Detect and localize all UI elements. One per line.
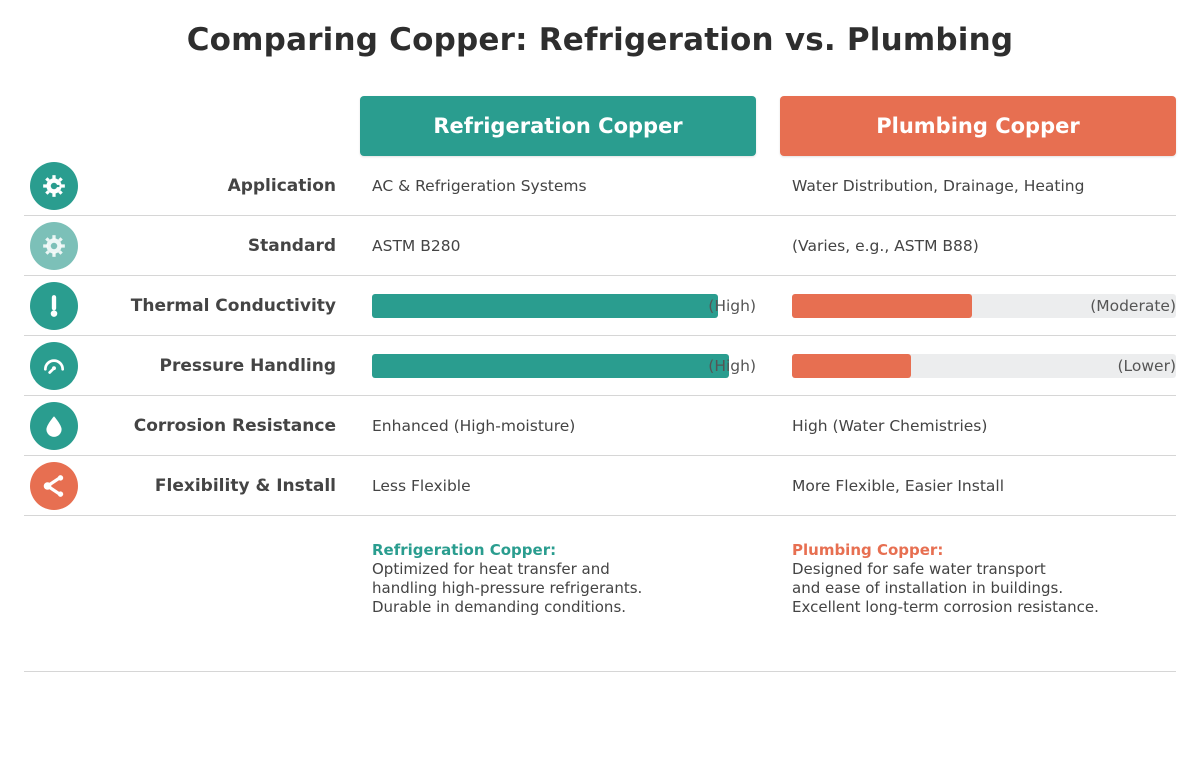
refrigeration-value: ASTM B280 [372, 236, 461, 255]
plumbing-value: More Flexible, Easier Install [792, 476, 1005, 495]
summary-title: Plumbing Copper: [792, 541, 944, 559]
summary-line: and ease of installation in buildings. [792, 579, 1064, 597]
thermometer-icon-glyph [41, 293, 67, 319]
summary-line: Durable in demanding conditions. [372, 598, 627, 616]
bar-fill [372, 354, 729, 378]
page-title: Comparing Copper: Refrigeration vs. Plumbing [186, 22, 1014, 58]
share-icon-glyph [41, 473, 67, 499]
row-label: Flexibility & Install [154, 475, 336, 496]
bar-track [372, 354, 756, 378]
plumbing-summary [792, 541, 1172, 617]
refrigeration-pressure-bar [372, 336, 756, 395]
row-application [24, 156, 1176, 216]
bar-level-text: (High) [708, 296, 756, 315]
summary-line: Optimized for heat transfer and [372, 560, 610, 578]
row-flexibility-install [24, 456, 1176, 516]
bar-level-text: (Moderate) [1090, 296, 1176, 315]
gauge-icon [30, 342, 78, 390]
refrigeration-value: Less Flexible [372, 476, 471, 495]
bar-level-text: (Lower) [1117, 356, 1176, 375]
plumbing-value: (Varies, e.g., ASTM B88) [792, 236, 979, 255]
summary-section [24, 517, 1176, 672]
bar-level-text: (High) [708, 356, 756, 375]
summary-line: handling high-pressure refrigerants. [372, 579, 643, 597]
bar-track [372, 294, 756, 318]
plumbing-value: Water Distribution, Drainage, Heating [792, 176, 1085, 195]
row-label: Standard [247, 235, 336, 256]
plumbing-value: High (Water Chemistries) [792, 416, 988, 435]
bar-fill [792, 354, 911, 378]
refrigeration-value: AC & Refrigeration Systems [372, 176, 587, 195]
gauge-icon-glyph [41, 353, 67, 379]
refrigeration-value: Enhanced (High-moisture) [372, 416, 576, 435]
row-label: Application [227, 175, 336, 196]
gear-icon [30, 162, 78, 210]
row-corrosion-resistance [24, 396, 1176, 456]
comparison-table [24, 156, 1176, 516]
refrigeration-thermal-bar [372, 276, 756, 335]
row-pressure-handling [24, 336, 1176, 396]
gear-icon-glyph [41, 233, 67, 259]
refrigeration-column-header: Refrigeration Copper [360, 96, 756, 156]
bar-fill [792, 294, 972, 318]
summary-line: Designed for safe water transport [792, 560, 1046, 578]
row-label: Pressure Handling [159, 355, 336, 376]
thermometer-icon [30, 282, 78, 330]
gear-icon [30, 222, 78, 270]
row-thermal-conductivity [24, 276, 1176, 336]
row-label: Thermal Conductivity [130, 295, 336, 316]
plumbing-column-header: Plumbing Copper [780, 96, 1176, 156]
water-drop-icon-glyph [41, 413, 67, 439]
refrigeration-summary [372, 541, 752, 617]
bar-fill [372, 294, 718, 318]
row-standard [24, 216, 1176, 276]
plumbing-pressure-bar [792, 336, 1176, 395]
plumbing-thermal-bar [792, 276, 1176, 335]
water-drop-icon [30, 402, 78, 450]
summary-title: Refrigeration Copper: [372, 541, 557, 559]
row-label: Corrosion Resistance [133, 415, 336, 436]
gear-icon-glyph [41, 173, 67, 199]
share-icon [30, 462, 78, 510]
summary-line: Excellent long-term corrosion resistance. [792, 598, 1099, 616]
